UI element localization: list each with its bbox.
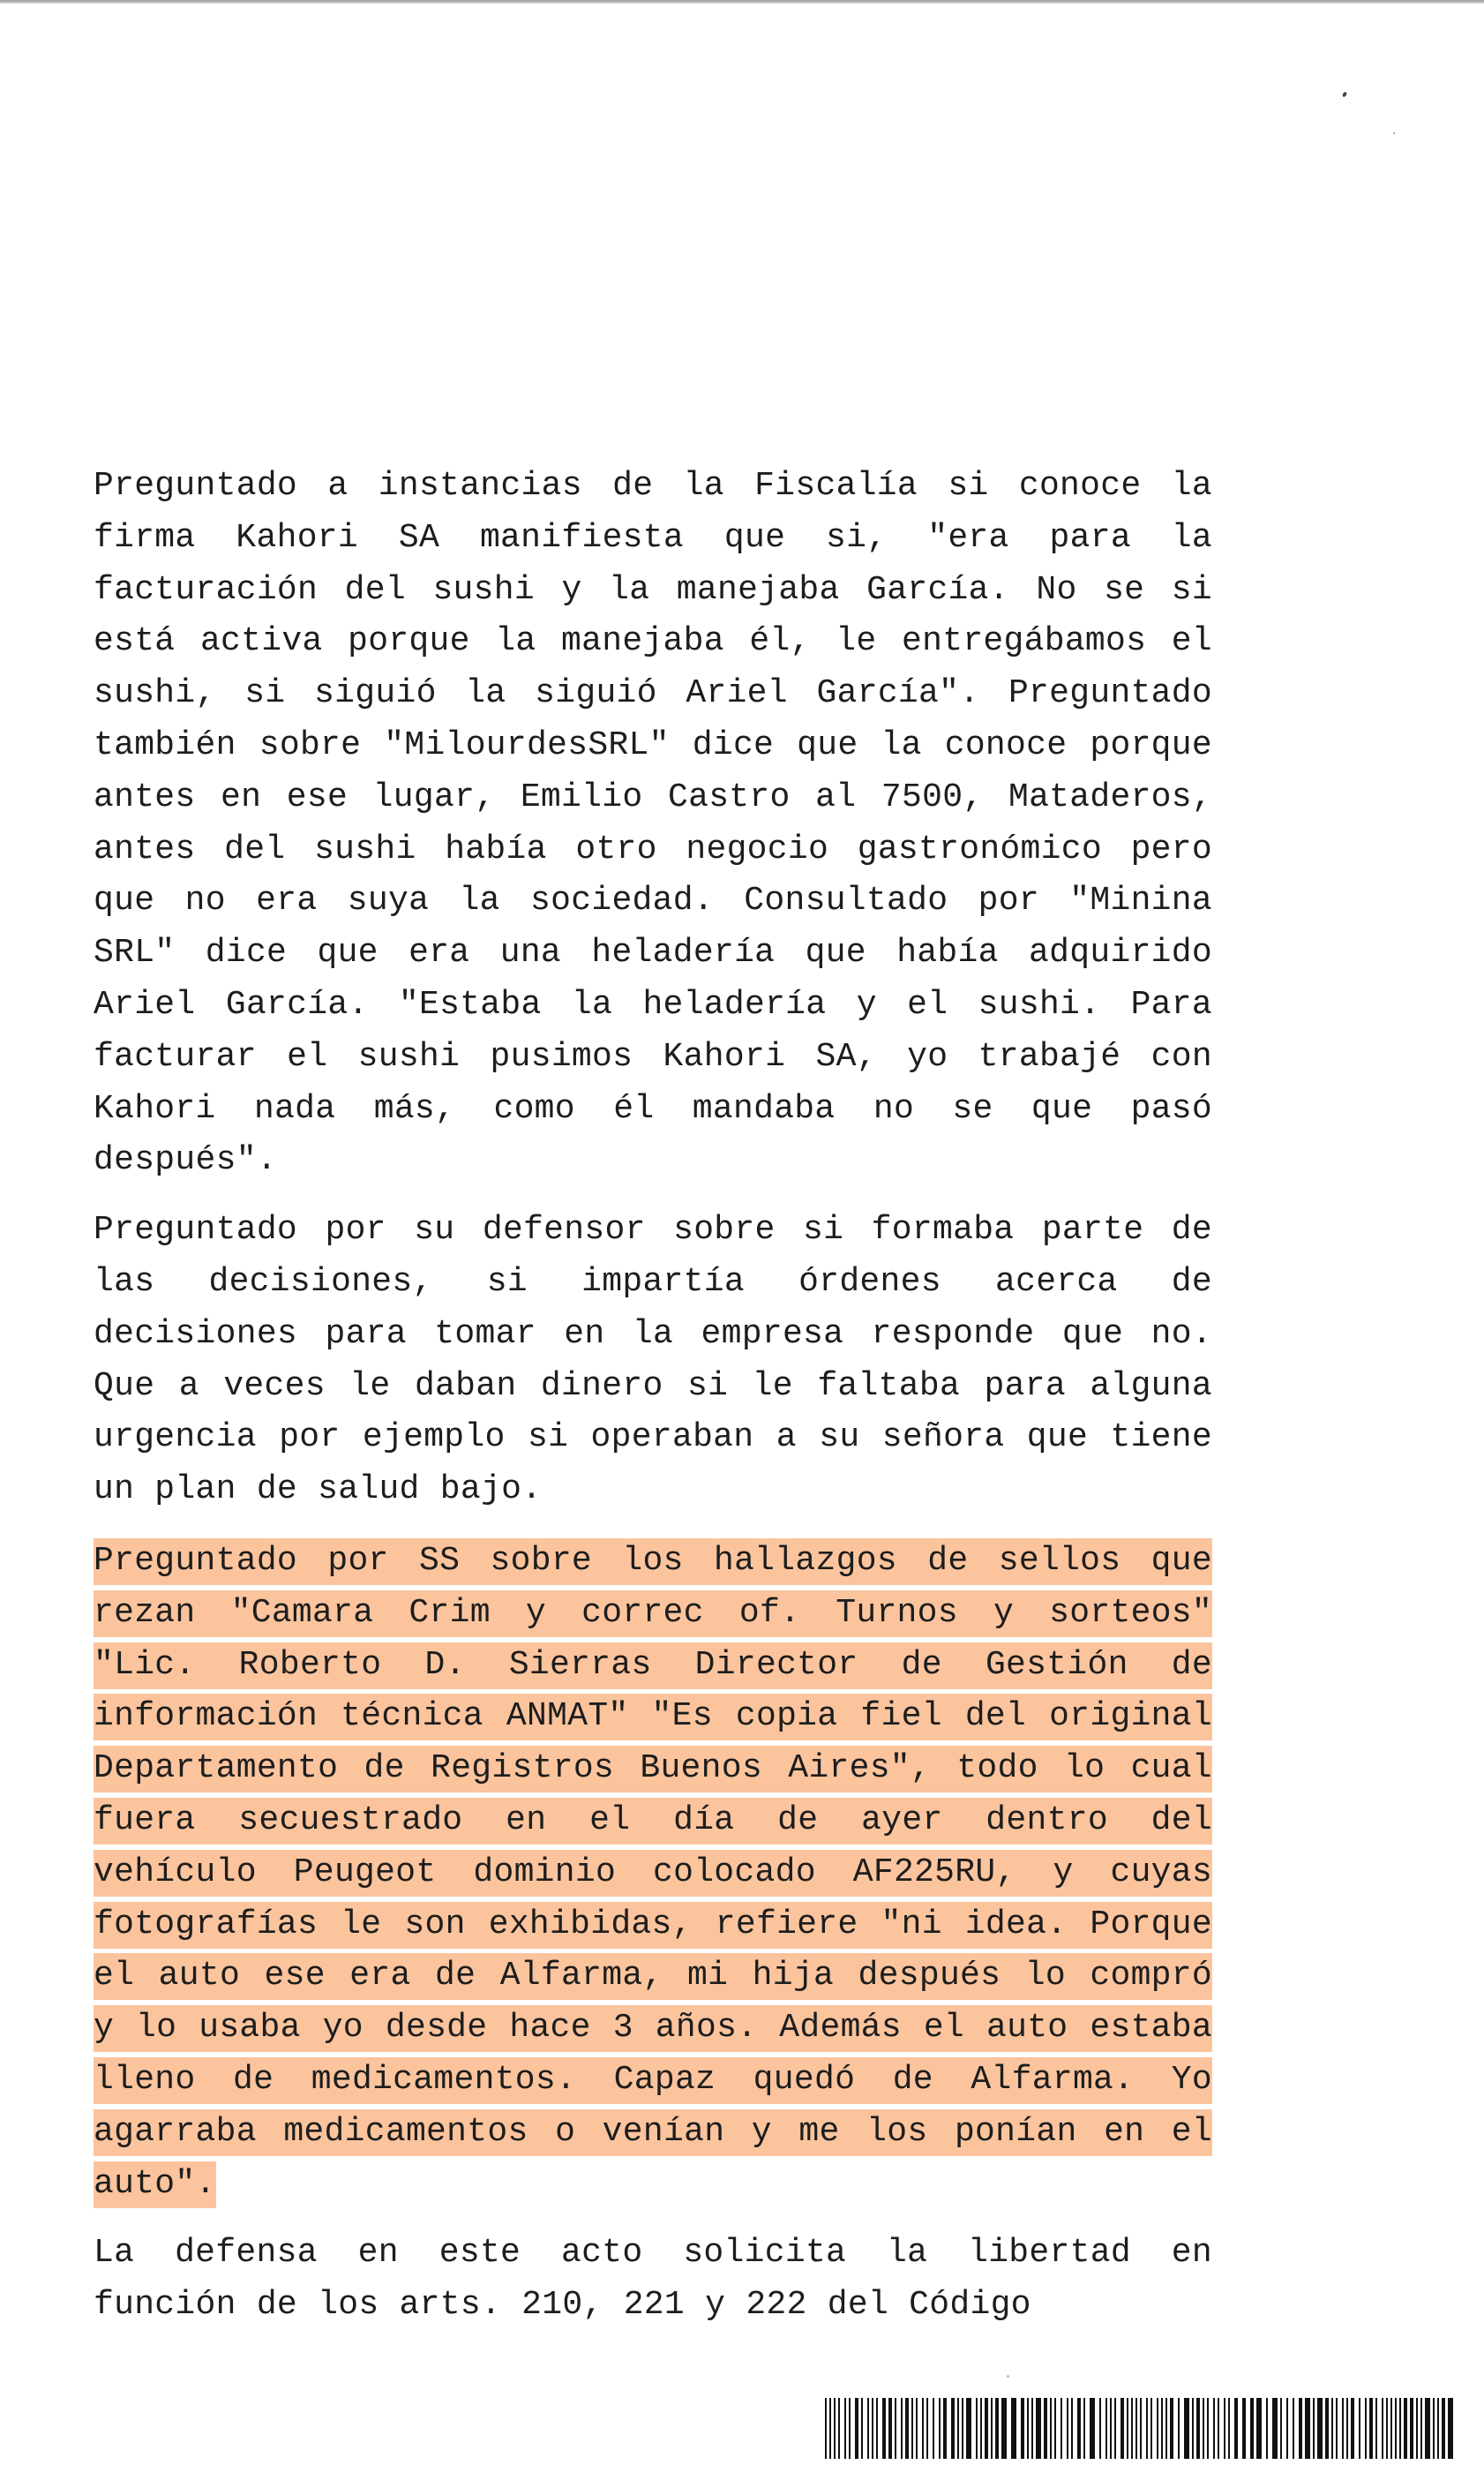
scan-speck <box>1007 2375 1009 2378</box>
highlighted-text: Preguntado por SS sobre los hallazgos de sellos que rezan "Camara Crim y correc of. Turnos y sorteos" "Lic. Roberto D. Sierras Director de Gestión de información técnica ANMAT" "Es copia fiel del original Departamento de Registros Buenos Aires", todo lo cual fuera secuestrado en el día de ayer dentro del vehículo Peugeot dominio colocado AF225RU, y cuyas fotografías le son exhibidas, refiere "ni idea. Porque el auto ese era de Alfarma, mi hija después lo compró y lo usaba yo desde hace 3 años. Además el auto estaba lleno de medicamentos. Capaz quedó de Alfarma. Yo agarraba medicamentos o venían y me los ponían en el auto". <box>94 1538 1212 2208</box>
barcode-gap <box>1453 2398 1455 2459</box>
page-top-edge <box>0 0 1484 4</box>
paragraph-ss-questions-highlighted <box>94 1536 1212 2210</box>
barcode-icon <box>825 2398 1455 2459</box>
scan-speck <box>1393 132 1395 134</box>
paragraph-fiscalia-questions: Preguntado a instancias de la Fiscalía si conoce la firma Kahori SA manifiesta que si, "era para la facturación del sushi y la manejaba García. No se si está activa porque la manejaba él, le entregábamos el sushi, si siguió la siguió Ariel García". Preguntado también sobre "MilourdesSRL" dice que la conoce porque antes en ese lugar, Emilio Castro al 7500, Mataderos, antes del sushi había otro negocio gastronómico pero que no era suya la sociedad. Consultado por "Minina SRL" dice que era una heladería que había adquirido Ariel García. "Estaba la heladería y el sushi. Para facturar el sushi pusimos Kahori SA, yo trabajé con Kahori nada más, como él mandaba no se que pasó después". <box>94 467 1212 1180</box>
paragraph-defensa-request: La defensa en este acto solicita la libertad en función de los arts. 210, 221 y 222 del Código <box>94 2234 1212 2325</box>
document-body <box>94 461 1212 2332</box>
paragraph-defensor-questions: Preguntado por su defensor sobre si formaba parte de las decisiones, si impartía órdenes acerca de decisiones para tomar en la empresa responde que no. Que a veces le daban dinero si le faltaba para alguna urgencia por ejemplo si operaban a su señora que tiene un plan de salud bajo. <box>94 1211 1212 1509</box>
scan-speck <box>1342 91 1347 97</box>
